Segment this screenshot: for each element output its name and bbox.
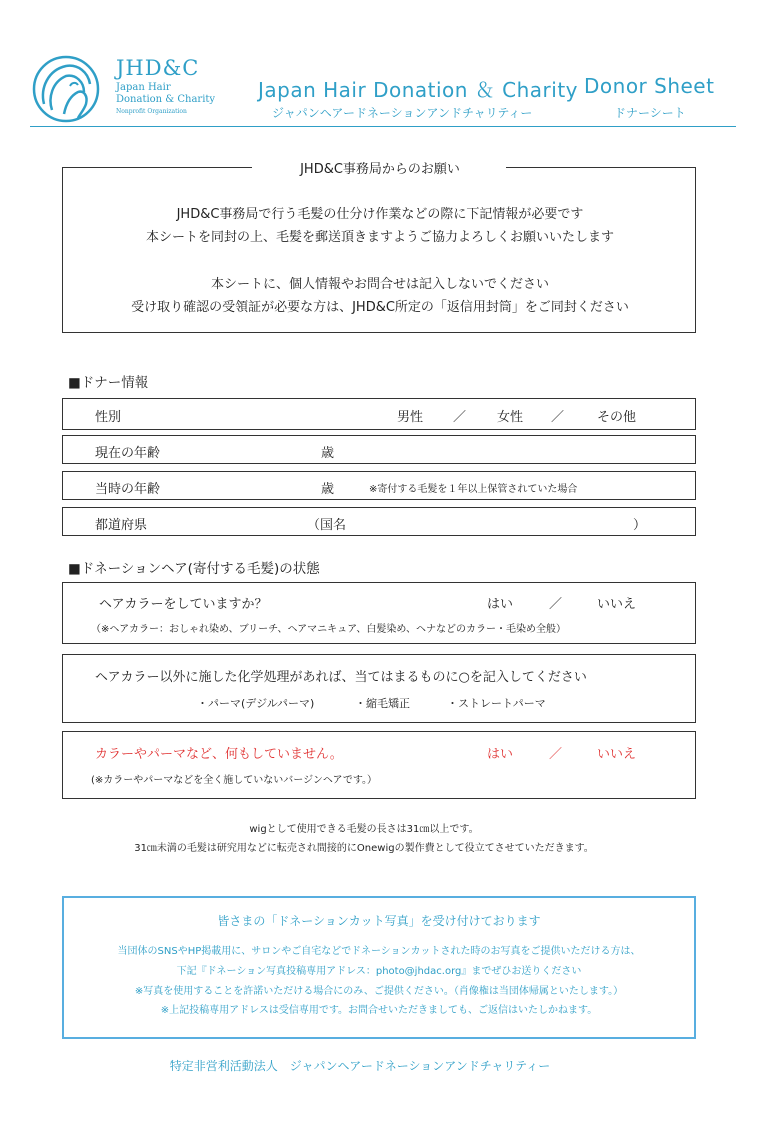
chemical-box[interactable]: [62, 654, 696, 723]
virgin-hair-box[interactable]: [62, 731, 696, 799]
chemical-option-straightening[interactable]: ・縮毛矯正: [355, 697, 410, 710]
request-box-top-left: [62, 167, 252, 168]
header-title-jp: ジャパンヘアードネーションアンドチャリティー: [272, 106, 533, 120]
gender-female[interactable]: 女性: [497, 410, 524, 425]
logo-line1: Japan Hair: [116, 82, 171, 93]
country-close: ）: [633, 518, 647, 533]
virgin-hair-note: (※カラーやパーマなどを全く施していないバージンヘアです。）: [91, 775, 378, 786]
logo-line3: Nonprofit Organization: [116, 108, 187, 115]
photo-line2: 下記『ドネーション写真投稿専用アドレス：photo@jhdac.org』までぜひお送りください: [176, 966, 582, 977]
gender-slash-2: ／: [551, 410, 565, 425]
footer-org-name: 特定非営利活動法人 ジャパンヘアードネーションアンドチャリティー: [169, 1059, 551, 1073]
hair-section-title: ■ドネーションヘア(寄付する毛髪)の状態: [68, 561, 320, 577]
chemical-question: ヘアカラー以外に施した化学処理があれば、当てはまるものに○を記入してください: [95, 670, 587, 685]
age-then-label: 当時の年齢: [95, 482, 161, 497]
haircolor-question: ヘアカラーをしていますか？: [99, 597, 268, 612]
request-line2: 本シートを同封の上、毛髪を郵送頂きますようご協力よろしくお願いいたします: [145, 230, 614, 245]
gender-male[interactable]: 男性: [397, 410, 424, 425]
header-sheet-jp: ドナーシート: [614, 106, 686, 120]
gender-row[interactable]: [62, 398, 696, 430]
haircolor-yes[interactable]: はい: [487, 597, 514, 612]
header-divider: [30, 126, 736, 127]
virgin-hair-question: カラーやパーマなど、何もしていません。: [95, 747, 343, 762]
photo-line1: 当団体のSNSやHP掲載用に、サロンやご自宅などでドネーションカットされた時のお写真をご提供いただける方は、: [117, 946, 641, 957]
request-line4: 受け取り確認の受領証が必要な方は、JHD&C所定の「返信用封筒」をご同封ください: [131, 300, 629, 315]
age-now-unit: 歳: [321, 446, 335, 461]
virgin-hair-no[interactable]: いいえ: [597, 747, 637, 762]
photo-line3: ※写真を使用することを許諾いただける場合にのみ、ご提供ください。（肖像権は当団体帰属といたします。）: [134, 986, 624, 997]
length-note-line2: 31㎝未満の毛髪は研究用などに転売され間接的にOnewigの製作費として役立てさせていただきます。: [134, 843, 594, 854]
photo-box: [62, 896, 696, 1039]
haircolor-box[interactable]: [62, 582, 696, 644]
photo-line4: ※上記投稿専用アドレスは受信専用です。お問合せいただきましても、ご返信はいたしかねます。: [160, 1005, 598, 1016]
age-then-row[interactable]: [62, 471, 696, 500]
virgin-hair-slash: ／: [549, 747, 563, 762]
age-then-note: ※寄付する毛髪を１年以上保管されていた場合: [369, 484, 578, 495]
chemical-option-perm[interactable]: ・パーマ(デジルパーマ): [197, 697, 315, 710]
logo-name: JHD&C: [116, 56, 200, 80]
request-line1: JHD&C事務局で行う毛髪の仕分け作業などの際に下記情報が必要です: [176, 207, 584, 222]
chemical-option-straight-perm[interactable]: ・ストレートパーマ: [447, 697, 546, 710]
photo-heading: 皆さまの「ドネーションカット写真」を受け付けております: [217, 914, 541, 928]
virgin-hair-yes[interactable]: はい: [487, 747, 514, 762]
logo-emblem-icon: [30, 52, 104, 126]
request-box: [62, 162, 696, 333]
age-now-row[interactable]: [62, 435, 696, 464]
header-sheet-en: Donor Sheet: [584, 74, 715, 98]
request-line3: 本シートに、個人情報やお問合せは記入しないでください: [210, 277, 549, 292]
gender-label: 性別: [95, 410, 122, 425]
age-now-label: 現在の年齢: [95, 446, 161, 461]
request-heading: JHD&C事務局からのお願い: [300, 162, 460, 177]
logo-line2: Donation & Charity: [116, 94, 216, 105]
haircolor-no[interactable]: いいえ: [597, 597, 637, 612]
gender-slash-1: ／: [453, 410, 467, 425]
logo: [30, 52, 230, 124]
haircolor-slash: ／: [549, 597, 563, 612]
header-title-en: Japan Hair Donation ＆ Charity: [258, 78, 579, 102]
age-then-unit: 歳: [321, 482, 335, 497]
prefecture-row[interactable]: [62, 507, 696, 536]
country-open: （国名: [307, 518, 347, 533]
prefecture-label: 都道府県: [95, 518, 148, 533]
gender-other[interactable]: その他: [597, 410, 637, 425]
haircolor-note: （※ヘアカラー：おしゃれ染め、ブリーチ、ヘアマニキュア、白髪染め、ヘナなどのカラー・毛染め全般）: [91, 624, 566, 635]
length-note-line1: wigとして使用できる毛髪の長さは31㎝以上です。: [249, 824, 479, 835]
donor-section-title: ■ドナー情報: [68, 375, 149, 391]
request-box-top-right: [506, 167, 696, 168]
